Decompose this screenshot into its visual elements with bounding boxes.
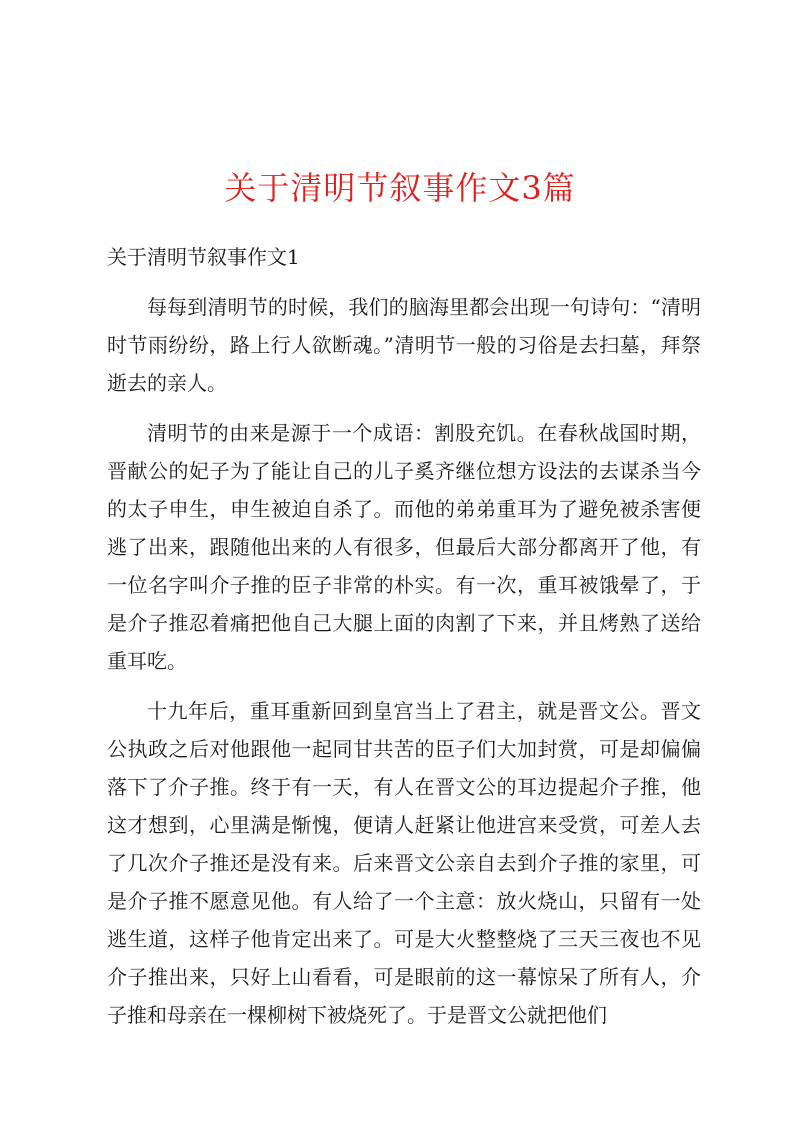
paragraph-3: 十九年后，重耳重新回到皇宫当上了君主，就是晋文公。晋文公执政之后对他跟他一起同甘共苦的臣子们大加封赏，可是却偏偏落下了介子推。终于有一天，有人在晋文公的耳边提起介子推，他这才想到，心里满是惭愧，便请人赶紧让他进宫来受赏，可差人去了几次介子推还是没有来。后来晋文公亲自去到介子推的家里，可是介子推不愿意见他。有人给了一个主意：放火烧山，只留有一处逃生道，这样子他肯定出来了。可是大火整整烧了三天三夜也不见介子推出来，只好上山看看，可是眼前的这一幕惊呆了所有人，介子推和母亲在一棵柳树下被烧死了。于是晋文公就把他们 — [107, 699, 701, 1027]
section-heading: 关于清明节叙事作文1 — [107, 245, 300, 269]
document-body — [107, 238, 701, 1034]
paragraph-2: 清明节的由来是源于一个成语：割股充饥。在春秋战国时期，晋献公的妃子为了能让自己的儿子奚齐继位想方设法的去谋杀当今的太子申生，申生被迫自杀了。而他的弟弟重耳为了避免被杀害便逃了出来，跟随他出来的人有很多，但最后大部分都离开了他，有一位名字叫介子推的臣子非常的朴实。有一次，重耳被饿晕了，于是介子推忍着痛把他自己大腿上面的肉割了下来，并且烤熟了送给重耳吃。 — [107, 421, 701, 673]
document-title: 关于清明节叙事作文3篇 — [224, 169, 576, 207]
paragraph-1: 每每到清明节的时候，我们的脑海里都会出现一句诗句：“清明时节雨纷纷，路上行人欲断魂。”清明节一般的习俗是去扫墓，拜祭逝去的亲人。 — [107, 295, 701, 395]
